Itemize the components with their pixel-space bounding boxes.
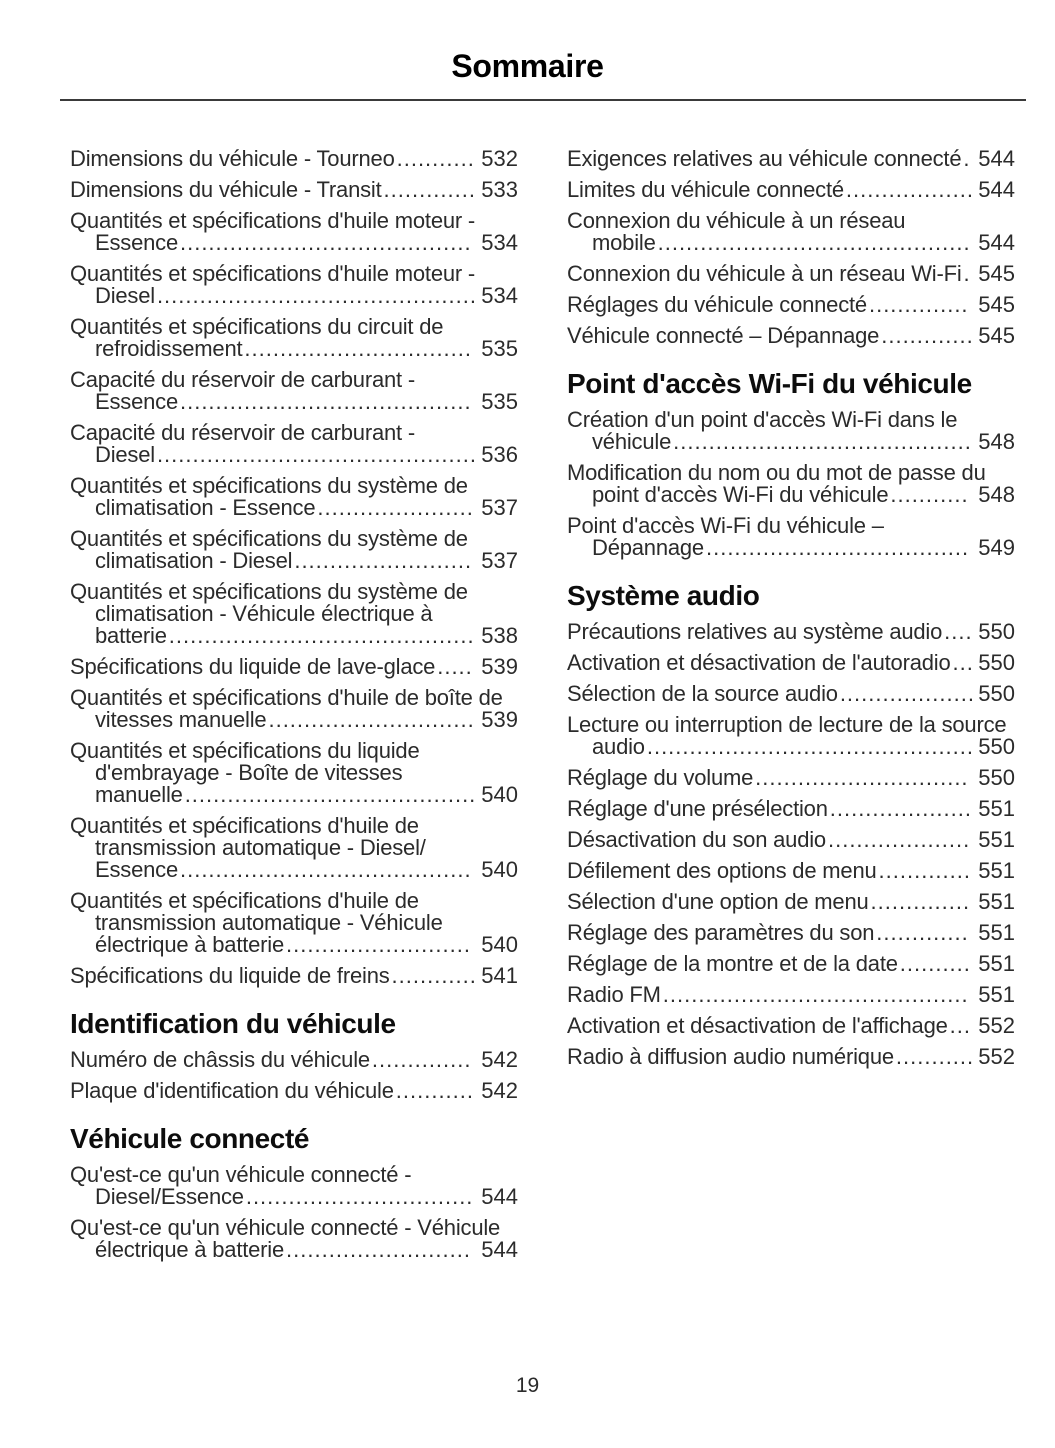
toc-entry-title: Capacité du réservoir de carburant - Essence xyxy=(70,367,415,414)
toc-entry xyxy=(70,148,518,170)
toc-entry-title: Réglage d'une présélection xyxy=(567,796,828,821)
toc-entry-page-number: 550 xyxy=(978,650,1015,675)
toc-entry-page-number: 540 xyxy=(481,857,518,882)
toc-leader-dots: .......... xyxy=(899,951,971,976)
toc-entry-title: Spécifications du liquide de freins xyxy=(70,963,390,988)
toc-entry-page-number: 534 xyxy=(481,230,518,255)
toc-leader-dots: ......................................... xyxy=(179,230,472,255)
folio-page-number: 19 xyxy=(515,1374,540,1397)
toc-entry-title: Quantités et spécifications d'huile moteur - Diesel xyxy=(70,261,476,308)
toc-entry-page-number: 540 xyxy=(481,932,518,957)
toc-leader-dots: ... xyxy=(949,1013,971,1038)
toc-leader-dots: ............................. xyxy=(268,707,475,732)
toc-entry-title: Radio FM xyxy=(567,982,661,1007)
toc-entry xyxy=(567,210,1015,254)
toc-entry xyxy=(70,1217,518,1261)
toc-leader-dots: .................... xyxy=(829,796,972,821)
toc-entry xyxy=(567,294,1015,316)
toc-entry-page-number: 550 xyxy=(978,765,1015,790)
toc-section-heading: Système audio xyxy=(567,580,760,611)
toc-entry-title: Connexion du véhicule à un réseau mobile xyxy=(567,208,906,255)
toc-entry xyxy=(567,263,1015,285)
toc-entry xyxy=(70,179,518,201)
toc-entry-page-number: 550 xyxy=(978,734,1015,759)
toc-entry-title: Quantités et spécifications du liquide d'embrayage - Boîte de vitesses manuelle xyxy=(70,738,420,807)
toc-entry-title: Réglage du volume xyxy=(567,765,754,790)
toc-leader-dots: ............. xyxy=(881,323,974,348)
toc-entry-title: Réglage de la montre et de la date xyxy=(567,951,898,976)
toc-leader-dots: ................................ xyxy=(245,1184,474,1209)
toc-section-heading: Identification du véhicule xyxy=(70,1008,396,1039)
toc-entry-title: Sélection d'une option de menu xyxy=(567,889,869,914)
toc-entry-title: Quantités et spécifications du système de climatisation - Véhicule électrique à batterie xyxy=(70,579,468,648)
toc-entry xyxy=(567,1015,1015,1037)
toc-leader-dots: ................................ xyxy=(244,336,472,361)
toc-leader-dots: ........... xyxy=(396,146,475,171)
toc-entry-title: Réglage des paramètres du son xyxy=(567,920,875,945)
toc-leader-dots: ............................................. xyxy=(156,442,477,467)
toc-entry-title: Quantités et spécifications d'huile de transmission automatique - Véhicule électrique à batterie xyxy=(70,888,443,957)
toc-entry-title: Réglages du véhicule connecté xyxy=(567,292,867,317)
toc-entry-page-number: 532 xyxy=(481,146,518,171)
toc-entry-page-number: 542 xyxy=(481,1078,518,1103)
toc-leader-dots: .............. xyxy=(371,1047,472,1072)
toc-leader-dots: ........... xyxy=(395,1078,475,1103)
toc-section-heading: Point d'accès Wi-Fi du véhicule xyxy=(567,368,972,399)
toc-entry-title: Activation et désactivation de l'autoradio xyxy=(567,650,951,675)
toc-leader-dots: ..................................... xyxy=(705,535,970,560)
toc-entry-page-number: 544 xyxy=(978,230,1015,255)
toc-entry-title: Quantités et spécifications du circuit de refroidissement xyxy=(70,314,444,361)
toc-leader-dots: .................... xyxy=(827,827,971,852)
toc-entry-page-number: 542 xyxy=(481,1047,518,1072)
toc-leader-dots: ............................................. xyxy=(156,283,477,308)
toc-entry xyxy=(567,409,1015,453)
toc-entry-page-number: 539 xyxy=(481,707,518,732)
toc-entry-title: Quantités et spécifications d'huile de transmission automatique - Diesel/ Essence xyxy=(70,813,426,882)
toc-entry-page-number: 552 xyxy=(978,1044,1015,1069)
toc-entry-title: Qu'est-ce qu'un véhicule connecté - Véhicule électrique à batterie xyxy=(70,1215,501,1262)
toc-entry-page-number: 549 xyxy=(978,535,1015,560)
toc-entry-title: Connexion du véhicule à un réseau Wi-Fi xyxy=(567,261,962,286)
toc-entry xyxy=(70,740,518,806)
toc-entry xyxy=(70,656,518,678)
toc-entry xyxy=(70,687,518,731)
toc-entry-page-number: 533 xyxy=(481,177,518,202)
toc-entry xyxy=(567,860,1015,882)
toc-section-heading: Véhicule connecté xyxy=(70,1123,310,1154)
toc-leader-dots: ............................................ xyxy=(657,230,971,255)
toc-entry-title: Spécifications du liquide de lave-glace xyxy=(70,654,436,679)
toc-column-left xyxy=(70,148,518,1270)
toc-entry-page-number: 548 xyxy=(978,482,1015,507)
toc-entry-page-number: 535 xyxy=(481,336,518,361)
toc-entry xyxy=(567,714,1015,758)
toc-entry-page-number: 537 xyxy=(481,548,518,573)
toc-entry-page-number: 552 xyxy=(978,1013,1015,1038)
toc-entry-page-number: 540 xyxy=(481,782,518,807)
toc-entry-page-number: 535 xyxy=(481,389,518,414)
toc-leader-dots: ............. xyxy=(383,177,476,202)
toc-leader-dots: ............ xyxy=(391,963,477,988)
toc-entry xyxy=(567,984,1015,1006)
toc-entry xyxy=(567,767,1015,789)
toc-entry xyxy=(70,316,518,360)
toc-entry-title: Plaque d'identification du véhicule xyxy=(70,1078,394,1103)
toc-leader-dots: ........................................... xyxy=(662,982,969,1007)
toc-entry xyxy=(567,325,1015,347)
toc-leader-dots: ......................................... xyxy=(184,782,477,807)
toc-entry xyxy=(567,179,1015,201)
toc-entry-title: Quantités et spécifications du système de climatisation - Diesel xyxy=(70,526,468,573)
toc-entry-page-number: 550 xyxy=(978,681,1015,706)
toc-entry-title: Lecture ou interruption de lecture de la source audio xyxy=(567,712,1007,759)
toc-entry-title: Radio à diffusion audio numérique xyxy=(567,1044,894,1069)
toc-leader-dots: .............. xyxy=(868,292,969,317)
toc-entry-title: Exigences relatives au véhicule connecté xyxy=(567,146,962,171)
toc-entry xyxy=(70,210,518,254)
toc-entry-page-number: 534 xyxy=(481,283,518,308)
toc-entry-title: Point d'accès Wi-Fi du véhicule – Dépannage xyxy=(567,513,884,560)
toc-entry-page-number: 541 xyxy=(481,963,518,988)
toc-leader-dots: ......................... xyxy=(294,548,473,573)
toc-leader-dots: .......................................... xyxy=(673,429,972,454)
toc-entry-page-number: 551 xyxy=(978,858,1015,883)
toc-entry xyxy=(567,922,1015,944)
toc-entry-title: Quantités et spécifications d'huile de boîte de vitesses manuelle xyxy=(70,685,503,732)
toc-entry xyxy=(567,1046,1015,1068)
toc-leader-dots: .......................... xyxy=(286,1237,471,1262)
toc-leader-dots: ... xyxy=(952,650,974,675)
toc-entry xyxy=(567,891,1015,913)
toc-entry-title: Numéro de châssis du véhicule xyxy=(70,1047,370,1072)
toc-entry xyxy=(70,263,518,307)
toc-entry-title: Quantités et spécifications du système de climatisation - Essence xyxy=(70,473,468,520)
toc-entry-page-number: 551 xyxy=(978,889,1015,914)
toc-entry xyxy=(567,462,1015,506)
toc-entry xyxy=(567,148,1015,170)
toc-entry-title: Capacité du réservoir de carburant - Diesel xyxy=(70,420,415,467)
toc-leader-dots: .............................................. xyxy=(646,734,975,759)
page-title: Sommaire xyxy=(451,48,604,84)
toc-leader-dots: .......................... xyxy=(286,932,471,957)
toc-entry-page-number: 551 xyxy=(978,796,1015,821)
toc-entry-title: Sélection de la source audio xyxy=(567,681,838,706)
toc-leader-dots: ........... xyxy=(890,482,969,507)
title-divider-rule xyxy=(60,99,1026,101)
toc-entry xyxy=(70,1164,518,1208)
toc-entry-page-number: 544 xyxy=(481,1237,518,1262)
toc-entry xyxy=(70,965,518,987)
toc-entry-page-number: 544 xyxy=(481,1184,518,1209)
toc-entry-title: Limites du véhicule connecté xyxy=(567,177,844,202)
toc-leader-dots: .............. xyxy=(870,889,971,914)
toc-column-right xyxy=(567,148,1015,1270)
toc-entry xyxy=(567,621,1015,643)
toc-leader-dots: ......................................... xyxy=(179,389,472,414)
toc-entry-page-number: 551 xyxy=(978,920,1015,945)
toc-leader-dots: ......................................... xyxy=(179,857,472,882)
toc-entry-title: Défilement des options de menu xyxy=(567,858,877,883)
toc-entry-title: Véhicule connecté – Dépannage xyxy=(567,323,880,348)
toc-entry-page-number: 544 xyxy=(978,177,1015,202)
toc-entry xyxy=(70,528,518,572)
toc-leader-dots: ..... xyxy=(437,654,473,679)
toc-entry-page-number: 544 xyxy=(978,146,1015,171)
toc-entry xyxy=(70,1080,518,1102)
toc-leader-dots: ...................... xyxy=(317,495,474,520)
toc-entry-page-number: 538 xyxy=(481,623,518,648)
toc-entry-page-number: 539 xyxy=(481,654,518,679)
toc-entry xyxy=(567,829,1015,851)
toc-entry xyxy=(70,581,518,647)
toc-entry-title: Quantités et spécifications d'huile moteur - Essence xyxy=(70,208,476,255)
toc-entry xyxy=(567,515,1015,559)
toc-entry xyxy=(567,953,1015,975)
toc-leader-dots: ............. xyxy=(878,858,971,883)
toc-entry-title: Modification du nom ou du mot de passe du point d'accès Wi-Fi du véhicule xyxy=(567,460,986,507)
toc-entry-title: Dimensions du véhicule - Transit xyxy=(70,177,382,202)
toc-entry-title: Précautions relatives au système audio xyxy=(567,619,943,644)
toc-entry xyxy=(70,1049,518,1071)
toc-entry xyxy=(70,422,518,466)
toc-entry-page-number: 536 xyxy=(481,442,518,467)
toc-leader-dots: .... xyxy=(944,619,973,644)
toc-entry-page-number: 545 xyxy=(978,292,1015,317)
toc-entry-page-number: 551 xyxy=(978,982,1015,1007)
toc-entry-page-number: 548 xyxy=(978,429,1015,454)
toc-leader-dots: .................. xyxy=(845,177,974,202)
toc-leader-dots: ................... xyxy=(839,681,975,706)
toc-entry xyxy=(567,798,1015,820)
toc-entry-title: Création d'un point d'accès Wi-Fi dans le véhicule xyxy=(567,407,958,454)
toc-entry-page-number: 550 xyxy=(978,619,1015,644)
toc-entry-title: Dimensions du véhicule - Tourneo xyxy=(70,146,395,171)
toc-leader-dots: . xyxy=(963,146,971,171)
toc-leader-dots: ........... xyxy=(895,1044,975,1069)
toc-leader-dots: .............................. xyxy=(755,765,969,790)
toc-leader-dots: . xyxy=(963,261,971,286)
toc-entry-page-number: 551 xyxy=(978,827,1015,852)
toc-entry xyxy=(567,652,1015,674)
toc-entry-title: Qu'est-ce qu'un véhicule connecté - Diesel/Essence xyxy=(70,1162,412,1209)
toc-entry xyxy=(70,475,518,519)
toc-entry-page-number: 545 xyxy=(978,261,1015,286)
toc-entry xyxy=(70,890,518,956)
toc-entry-title: Activation et désactivation de l'affichage xyxy=(567,1013,948,1038)
toc-entry xyxy=(70,369,518,413)
toc-columns xyxy=(70,148,1015,1270)
toc-leader-dots: ............. xyxy=(876,920,969,945)
toc-entry-title: Désactivation du son audio xyxy=(567,827,826,852)
toc-entry-page-number: 551 xyxy=(978,951,1015,976)
toc-leader-dots: ........................................... xyxy=(168,623,475,648)
toc-entry-page-number: 545 xyxy=(978,323,1015,348)
toc-entry xyxy=(567,683,1015,705)
toc-entry-page-number: 537 xyxy=(481,495,518,520)
toc-entry xyxy=(70,815,518,881)
